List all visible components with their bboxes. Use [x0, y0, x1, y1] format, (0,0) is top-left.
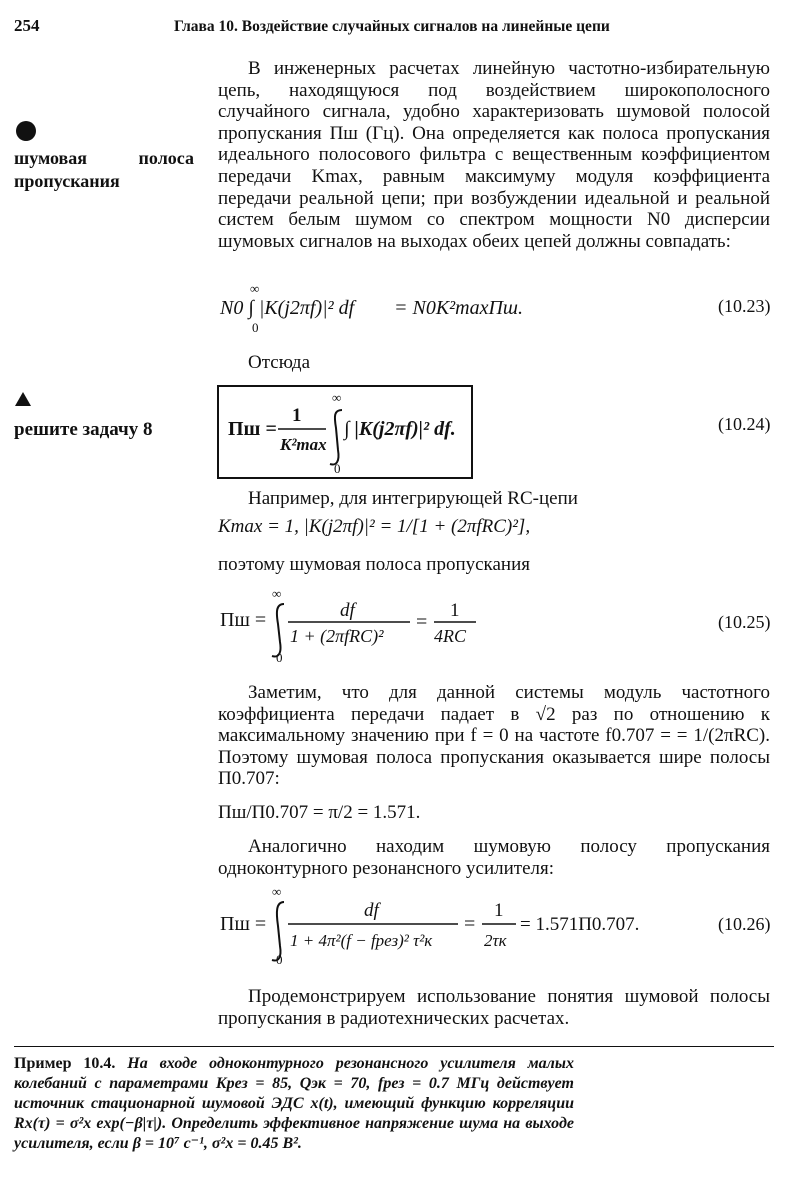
svg-text:=: = [416, 611, 428, 633]
exercise-triangle-icon [15, 392, 31, 406]
eq25-frac-num: df [340, 600, 355, 621]
eq24-lhs: Пш = [228, 418, 277, 440]
poetomu-text: поэтому шумовая полоса пропускания [218, 554, 531, 575]
eq25-upper-limit: ∞ [272, 586, 282, 601]
example-label: Пример 10.4. [14, 1055, 116, 1072]
eq23-rhs: = N0K²maxПш. [394, 297, 524, 319]
margin-solve-note: решите задачу 8 [14, 419, 153, 440]
eq25-lower-limit: 0 [276, 650, 283, 665]
margin-term-line-2: пропускания [14, 171, 120, 191]
example-10-4 [14, 1054, 574, 1154]
demo-paragraph: Продемонстрируем использование понятия шумовой полосы пропускания в радиотехнических расчетах. [218, 986, 770, 1029]
example-text: На входе одноконтурного резонансного усилителя малых колебаний с параметрами Kрез = 85, Qэк = 70, fрез = 0.7 МГц действует источник стационарной шумовой ЭДС x(t), имеющий функцию корреляции Rx(τ) = σ²x exp(−β|τ|). Определить эффективное напряжение шума на выходе усилителя, если β = 10⁷ с⁻¹, σ²x = 0.45 В². [14, 1055, 574, 1152]
eq24-lower-limit: 0 [334, 461, 341, 476]
eq26-rhs-den: 2τк [484, 931, 507, 950]
equation-number-10-23: (10.23) [718, 296, 771, 316]
eq25-rhs-num: 1 [450, 600, 460, 621]
eq26-lhs: Пш = [220, 913, 267, 935]
equation-10-24 [222, 388, 472, 476]
analog-paragraph: Аналогично находим шумовую полосу пропускания одноконтурного резонансного усилителя: [218, 836, 770, 879]
otsyuda-text: Отсюда [248, 352, 311, 373]
section-divider [14, 1046, 774, 1047]
eq24-rhs: ∫ |K(j2πf)|² df. [344, 418, 456, 440]
eq26-lower-limit: 0 [276, 952, 283, 967]
rc-example-text: Например, для интегрирующей RC-цепи [248, 488, 578, 509]
eq23-lower-limit: 0 [252, 320, 259, 334]
eq26-upper-limit: ∞ [272, 884, 282, 899]
key-term-bullet-icon [16, 121, 36, 141]
equation-number-10-26: (10.26) [718, 914, 771, 934]
eq25-rhs-den: 4RC [434, 626, 467, 646]
page-number: 254 [14, 16, 40, 35]
equation-10-23 [218, 282, 548, 334]
eq24-upper-limit: ∞ [332, 390, 342, 405]
margin-term-line-1: шумовая полоса [14, 148, 194, 168]
equation-10-26 [218, 884, 658, 968]
eq23-lhs: N0 ∫ |K(j2πf)|² df [220, 297, 355, 319]
bandwidth-ratio: Пш/П0.707 = π/2 = 1.571. [218, 802, 421, 823]
eq26-frac-num: df [364, 900, 379, 921]
eq24-frac-num: 1 [292, 405, 302, 426]
eq25-frac-den: 1 + (2πfRC)² [290, 626, 384, 646]
rc-relation: Kmax = 1, |K(j2πf)|² = 1/[1 + (2πfRC)²], [218, 516, 531, 537]
equation-10-25 [218, 586, 518, 666]
eq26-rhs-num: 1 [494, 900, 504, 921]
eq25-lhs: Пш = [220, 609, 267, 631]
equation-number-10-25: (10.25) [718, 612, 771, 632]
eq23-upper-limit: ∞ [250, 282, 260, 296]
zametim-paragraph: Заметим, что для данной системы модуль частотного коэффициента передачи падает в √2 раз по отношению к максимальному значению при f = 0 на частоте f0.707 = = 1/(2πRC). Поэтому шумовая полоса пропускания оказывается шире полосы П0.707: [218, 682, 770, 790]
intro-paragraph: В инженерных расчетах линейную частотно-избирательную цепь, находящуюся под воздействием широкополосного случайного сигнала, удобно характеризовать шумовой полосой пропускания Пш (Гц). Она определяется как полоса пропускания идеального полосового фильтра с вещественным коэффициентом передачи Kmax, равным максимуму модуля коэффициента передачи реальной цепи; при возбуждении идеальной и реальной систем белым шумом со спектром мощности N0 дисперсии шумовых сигналов на выходах обеих цепей должны совпадать: [218, 58, 770, 252]
svg-text:=: = [464, 913, 476, 935]
eq24-frac-den: K²max [280, 435, 327, 454]
eq26-rhs-tail: = 1.571П0.707. [520, 914, 640, 935]
eq26-frac-den: 1 + 4π²(f − fрез)² τ²к [290, 931, 433, 950]
chapter-title: Глава 10. Воздействие случайных сигналов на линейные цепи [174, 18, 610, 35]
equation-number-10-24: (10.24) [718, 414, 771, 434]
running-header [14, 16, 784, 46]
